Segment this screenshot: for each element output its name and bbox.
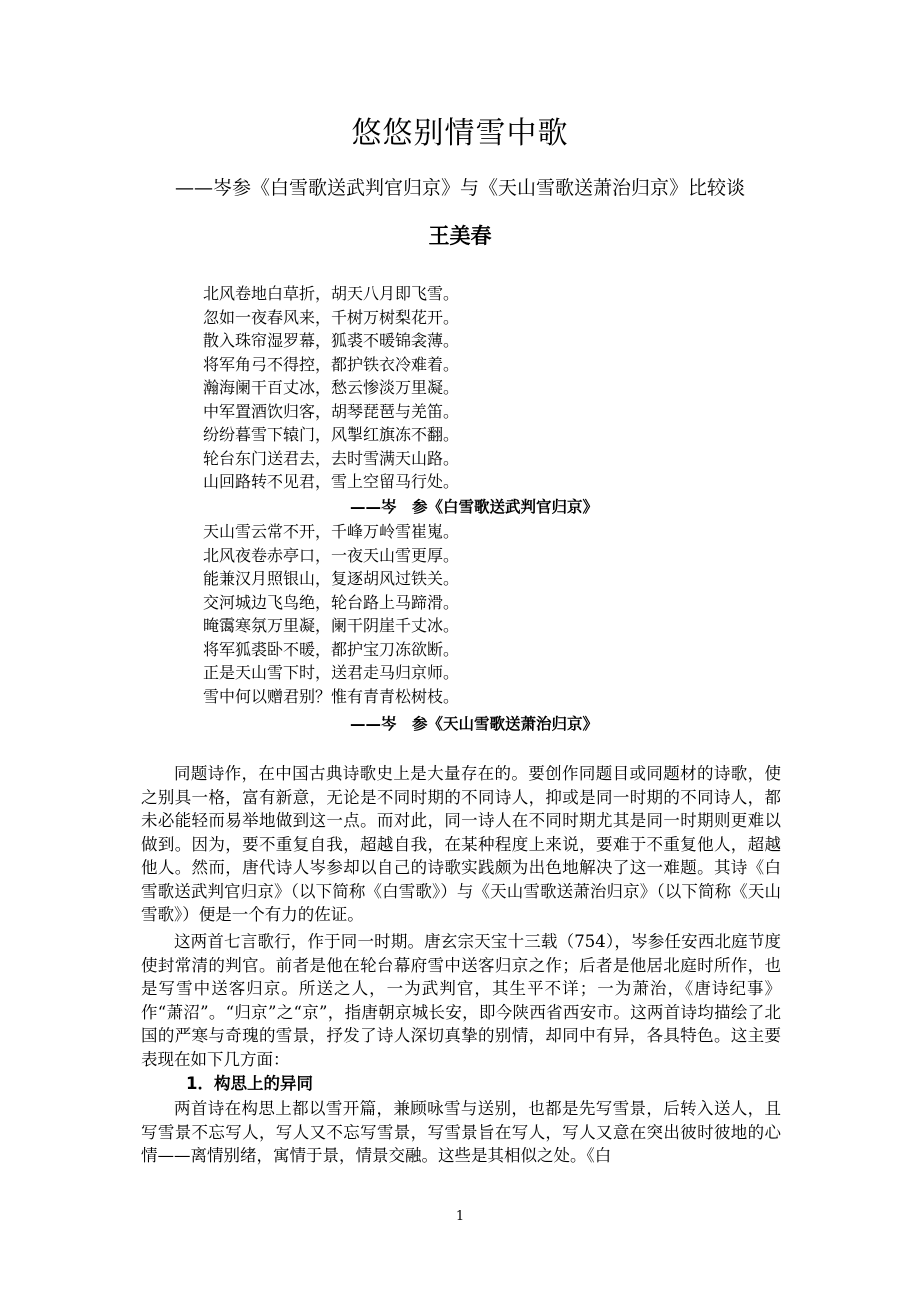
poem-line: 将军角弓不得控，都护铁衣冷难着。 <box>203 354 460 374</box>
poem-line: 北风夜卷赤亭口，一夜天山雪更厚。 <box>203 545 460 565</box>
author-name: 王美春 <box>428 224 492 248</box>
poem-line: 晻霭寒氛万里凝，阑干阴崖千丈冰。 <box>203 616 460 635</box>
poem-line: 纷纷暮雪下辕门，风掣红旗冻不翻。 <box>203 425 460 444</box>
body-paragraph: 两首诗在构思上都以雪开篇，兼顾咏雪与送别，也都是先写雪景，后转入送人，且写雪景不忘写人，写人又不忘写雪景，写雪景旨在写人，写人又意在突出彼时彼地的心情——离情别绪，寓情于景，情景交融。这些是其相似之处。《白 <box>141 1099 781 1165</box>
body-paragraph: 同题诗作，在中国古典诗歌史上是大量存在的。要创作同题目或同题材的诗歌，使之别具一格，富有新意，无论是不同时期的不同诗人，抑或是同一时期的不同诗人，都未必能轻而易举地做到这一点。而对此，同一诗人在不同时期尤其是同一时期则更难以做到。因为，要不重复自我，超越自我，在某种程度上来说，要难于不重复他人，超越他人。然而，唐代诗人岑参却以自己的诗歌实践颇为出色地解决了这一难题。其诗《白雪歌送武判官归京》（以下简称《白雪歌》）与《天山雪歌送萧治归京》（以下简称《天山雪歌》）便是一个有力的佐证。 <box>141 764 781 924</box>
poem-line: 正是天山雪下时，送君走马归京师。 <box>203 663 460 682</box>
poem-baixuege <box>203 282 663 494</box>
poem-line: 瀚海阑干百丈冰，愁云惨淡万里凝。 <box>203 378 460 397</box>
poem-line: 散入珠帘湿罗幕，狐裘不暖锦衾薄。 <box>203 331 460 350</box>
document-subtitle: ——岑参《白雪歌送武判官归京》与《天山雪歌送萧治归京》比较谈 <box>174 177 745 199</box>
document-title: 悠悠别情雪中歌 <box>351 116 569 151</box>
poem-line: 天山雪云常不开，千峰万岭雪崔嵬。 <box>203 522 460 541</box>
poem-line: 交河城边飞鸟绝，轮台路上马蹄滑。 <box>203 592 460 612</box>
poem-line: 雪中何以赠君别？惟有青青松树枝。 <box>203 686 460 706</box>
page-number: 1 <box>455 1209 465 1224</box>
poem-line: 山回路转不见君，雪上空留马行处。 <box>203 472 460 491</box>
poem-tianshanxuege <box>203 520 663 708</box>
poem-line: 将军狐裘卧不暖，都护宝刀冻欲断。 <box>203 639 460 659</box>
poem-line: 中军置酒饮归客，胡琴琵琶与羌笛。 <box>203 401 460 421</box>
poem-line: 轮台东门送君去，去时雪满天山路。 <box>203 448 460 468</box>
poem-line: 北风卷地白草折，胡天八月即飞雪。 <box>203 284 460 303</box>
poem-line: 能兼汉月照银山，复逐胡风过铁关。 <box>203 569 460 588</box>
poem-line: 忽如一夜春风来，千树万树梨花开。 <box>203 307 460 327</box>
poem-attribution: ——岑 参《白雪歌送武判官归京》 <box>350 498 599 516</box>
poem-attribution: ——岑 参《天山雪歌送萧治归京》 <box>350 715 599 733</box>
body-paragraph: 这两首七言歌行，作于同一时期。唐玄宗天宝十三载（754），岑参任安西北庭节度使封常清的判官。前者是他在轮台幕府雪中送客归京之作；后者是他居北庭时所作，也是写雪中送客归京。所送之人，一为武判官，其生平不详；一为萧治，《唐诗纪事》作“萧沼”。“归京”之“京”，指唐朝京城长安，即今陕西省西安市。这两首诗均描绘了北国的严寒与奇瑰的雪景，抒发了诗人深切真挚的别情，却同中有异，各具特色。这主要表现在如下几方面： <box>141 932 781 1069</box>
section-heading: 1．构思上的异同 <box>186 1074 313 1093</box>
